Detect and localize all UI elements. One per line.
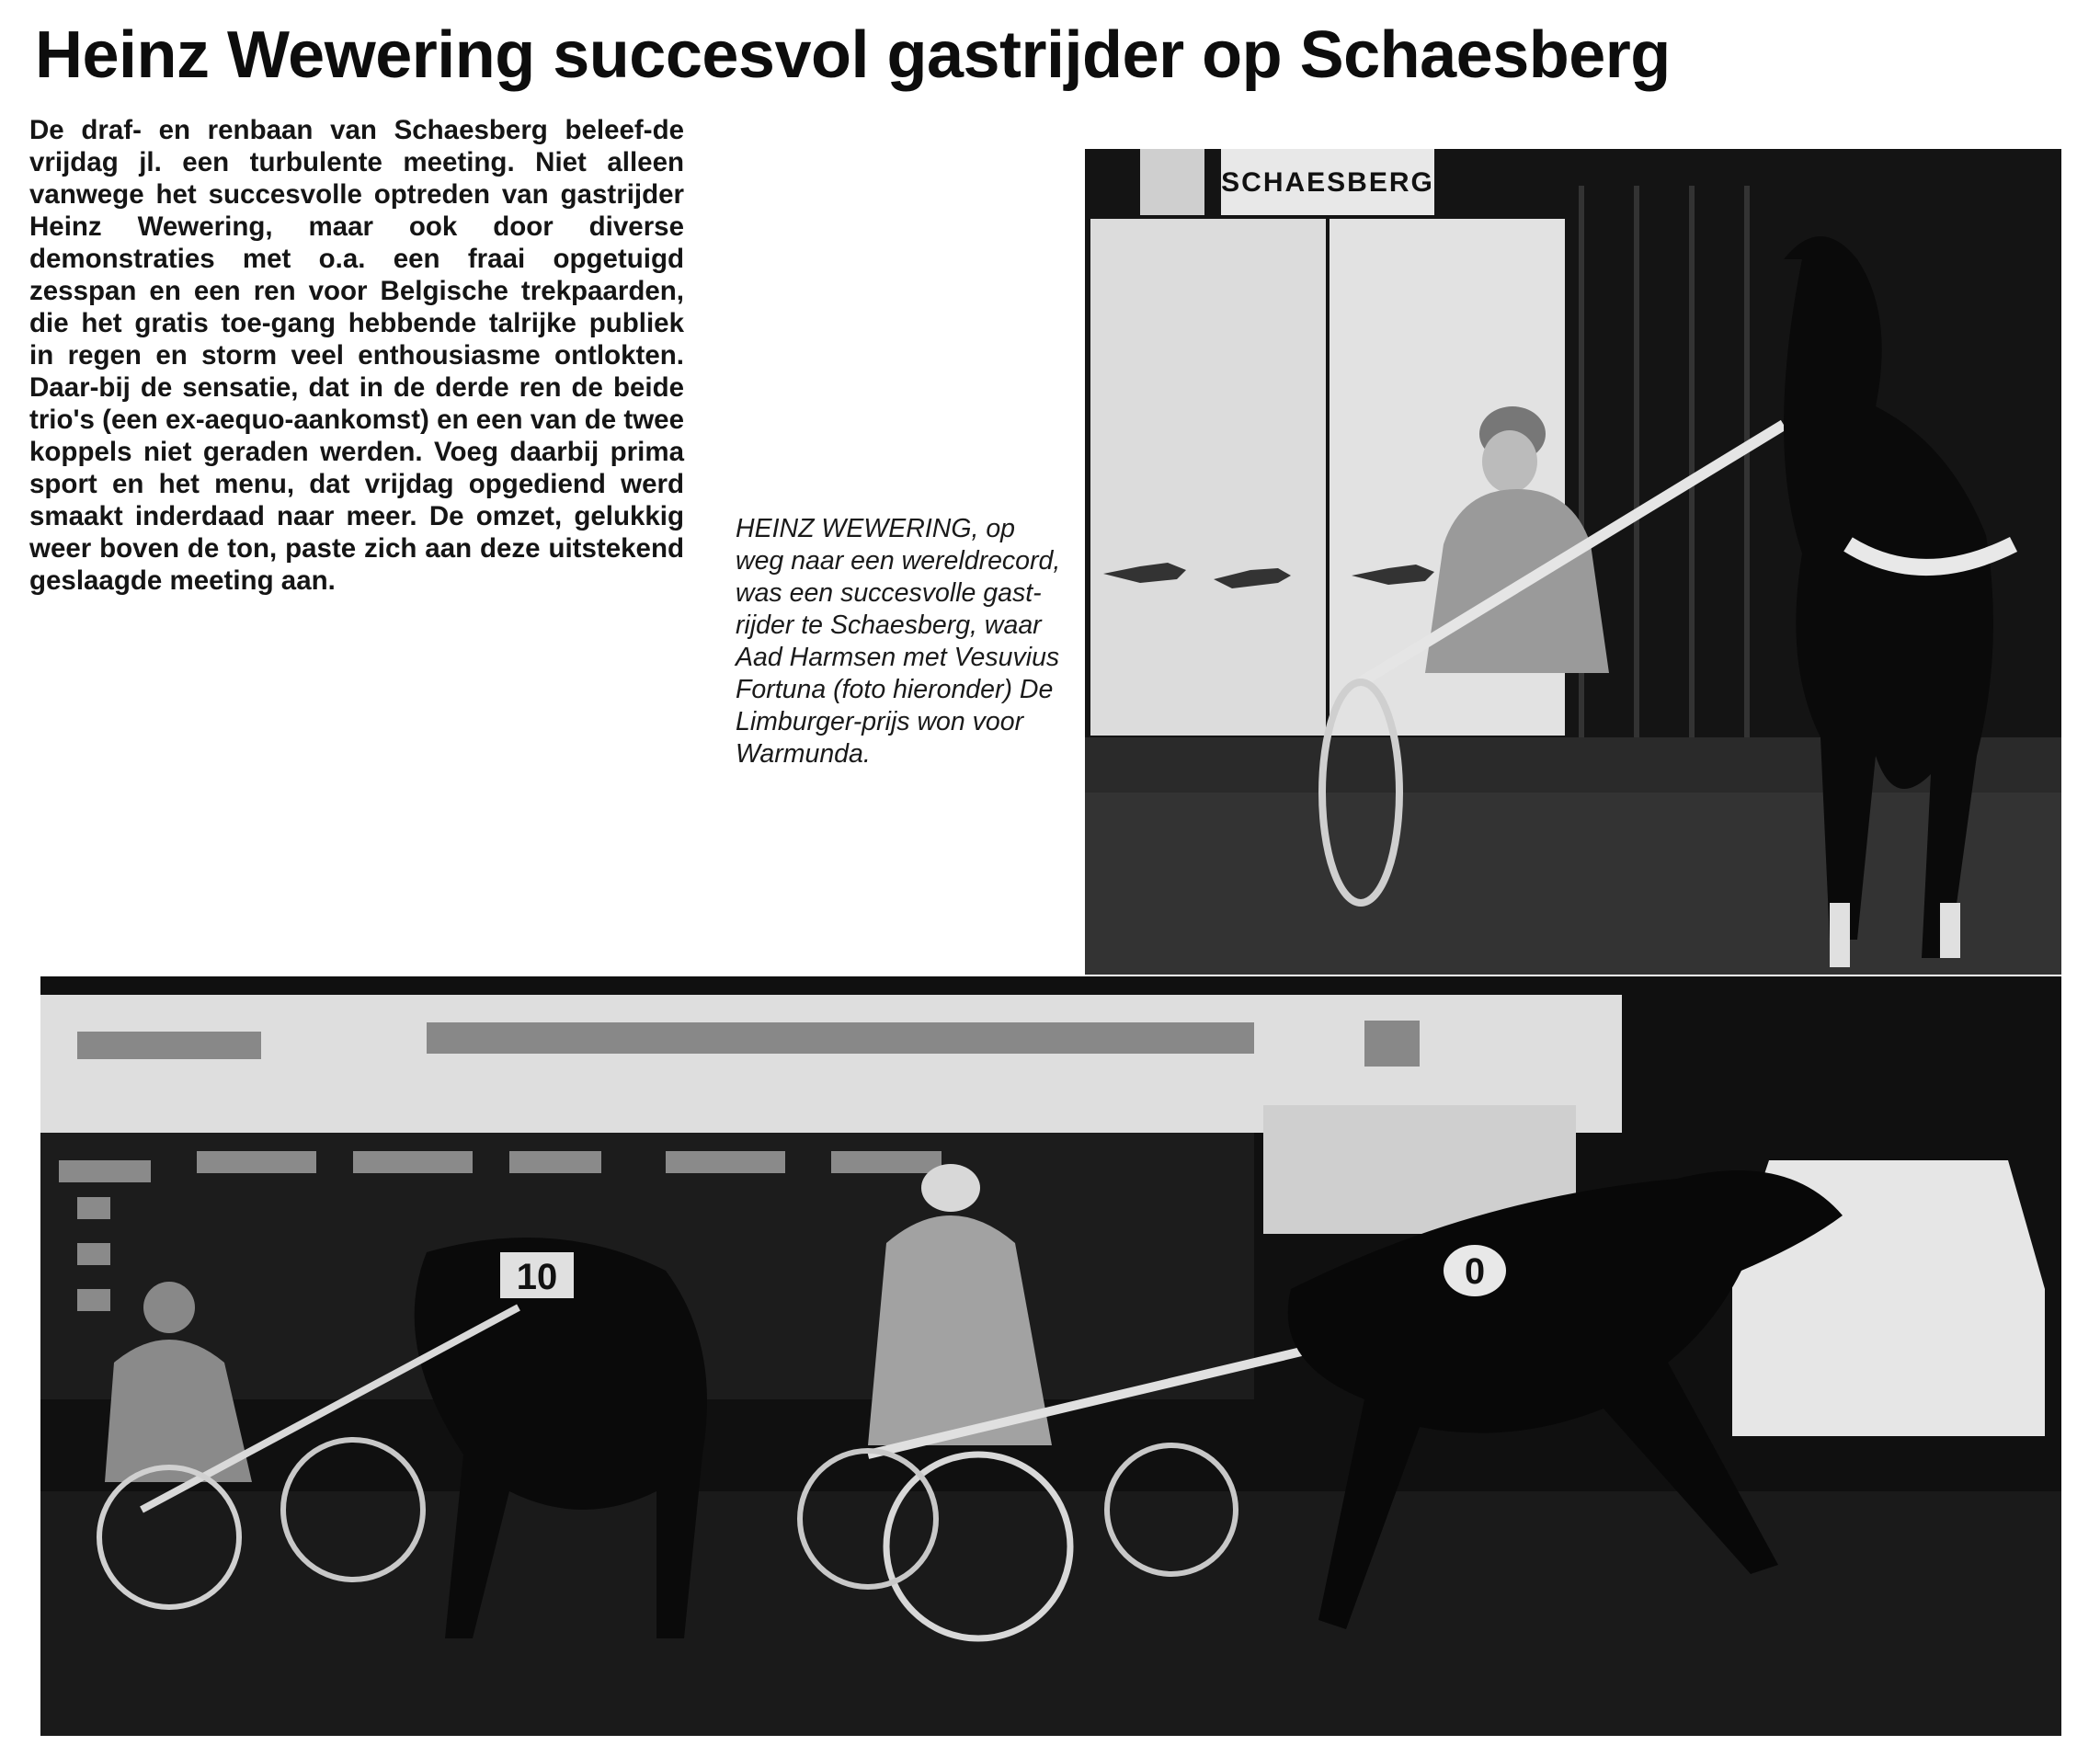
schaesberg-sign: SCHAESBERG xyxy=(1221,167,1434,198)
saddlecloth-number-left: 10 xyxy=(516,1257,558,1297)
photo-race-finish-image xyxy=(40,976,2061,1736)
article-body: De draf- en renbaan van Schaesberg beleef-de vrijdag jl. een turbulente meeting. Niet alleen vanwege het succesvolle optreden van gastrijder Heinz Wewering, maar ook door diverse demonstraties met o.a. een fraai opgetuigd zesspan en een ren voor Belgische trekpaarden, die het gratis toe-gang hebbende talrijke publiek in regen en storm veel enthousiasme ontlokten. Daar-bij de sensatie, dat in de derde ren de beide trio's (een ex-aequo-aankomst) en een van de twee koppels niet geraden werden. Voeg daarbij prima sport en het menu, dat vrijdag opgediend werd smaakt inderdaad naar meer. De omzet, gelukkig weer boven de ton, paste zich aan deze uitstekend geslaagde meeting aan. xyxy=(29,115,684,596)
caption-name: HEINZ WEWERING, xyxy=(736,514,979,543)
caption-text: op weg naar een wereldrecord, was een succesvolle gast-rijder te Schaesberg, waar Aad Harmsen met Vesuvius Fortuna (foto hieronder) De Limburger-prijs won voor Warmunda. xyxy=(736,514,1061,769)
photo-wewering xyxy=(1085,149,2061,975)
photo-wewering-image xyxy=(1085,149,2061,975)
saddlecloth-number-right: 0 xyxy=(1464,1251,1486,1292)
photo-caption xyxy=(736,513,1068,770)
article-headline: Heinz Wewering succesvol gastrijder op Schaesberg xyxy=(35,18,1671,92)
photo-race-finish xyxy=(40,976,2061,1736)
